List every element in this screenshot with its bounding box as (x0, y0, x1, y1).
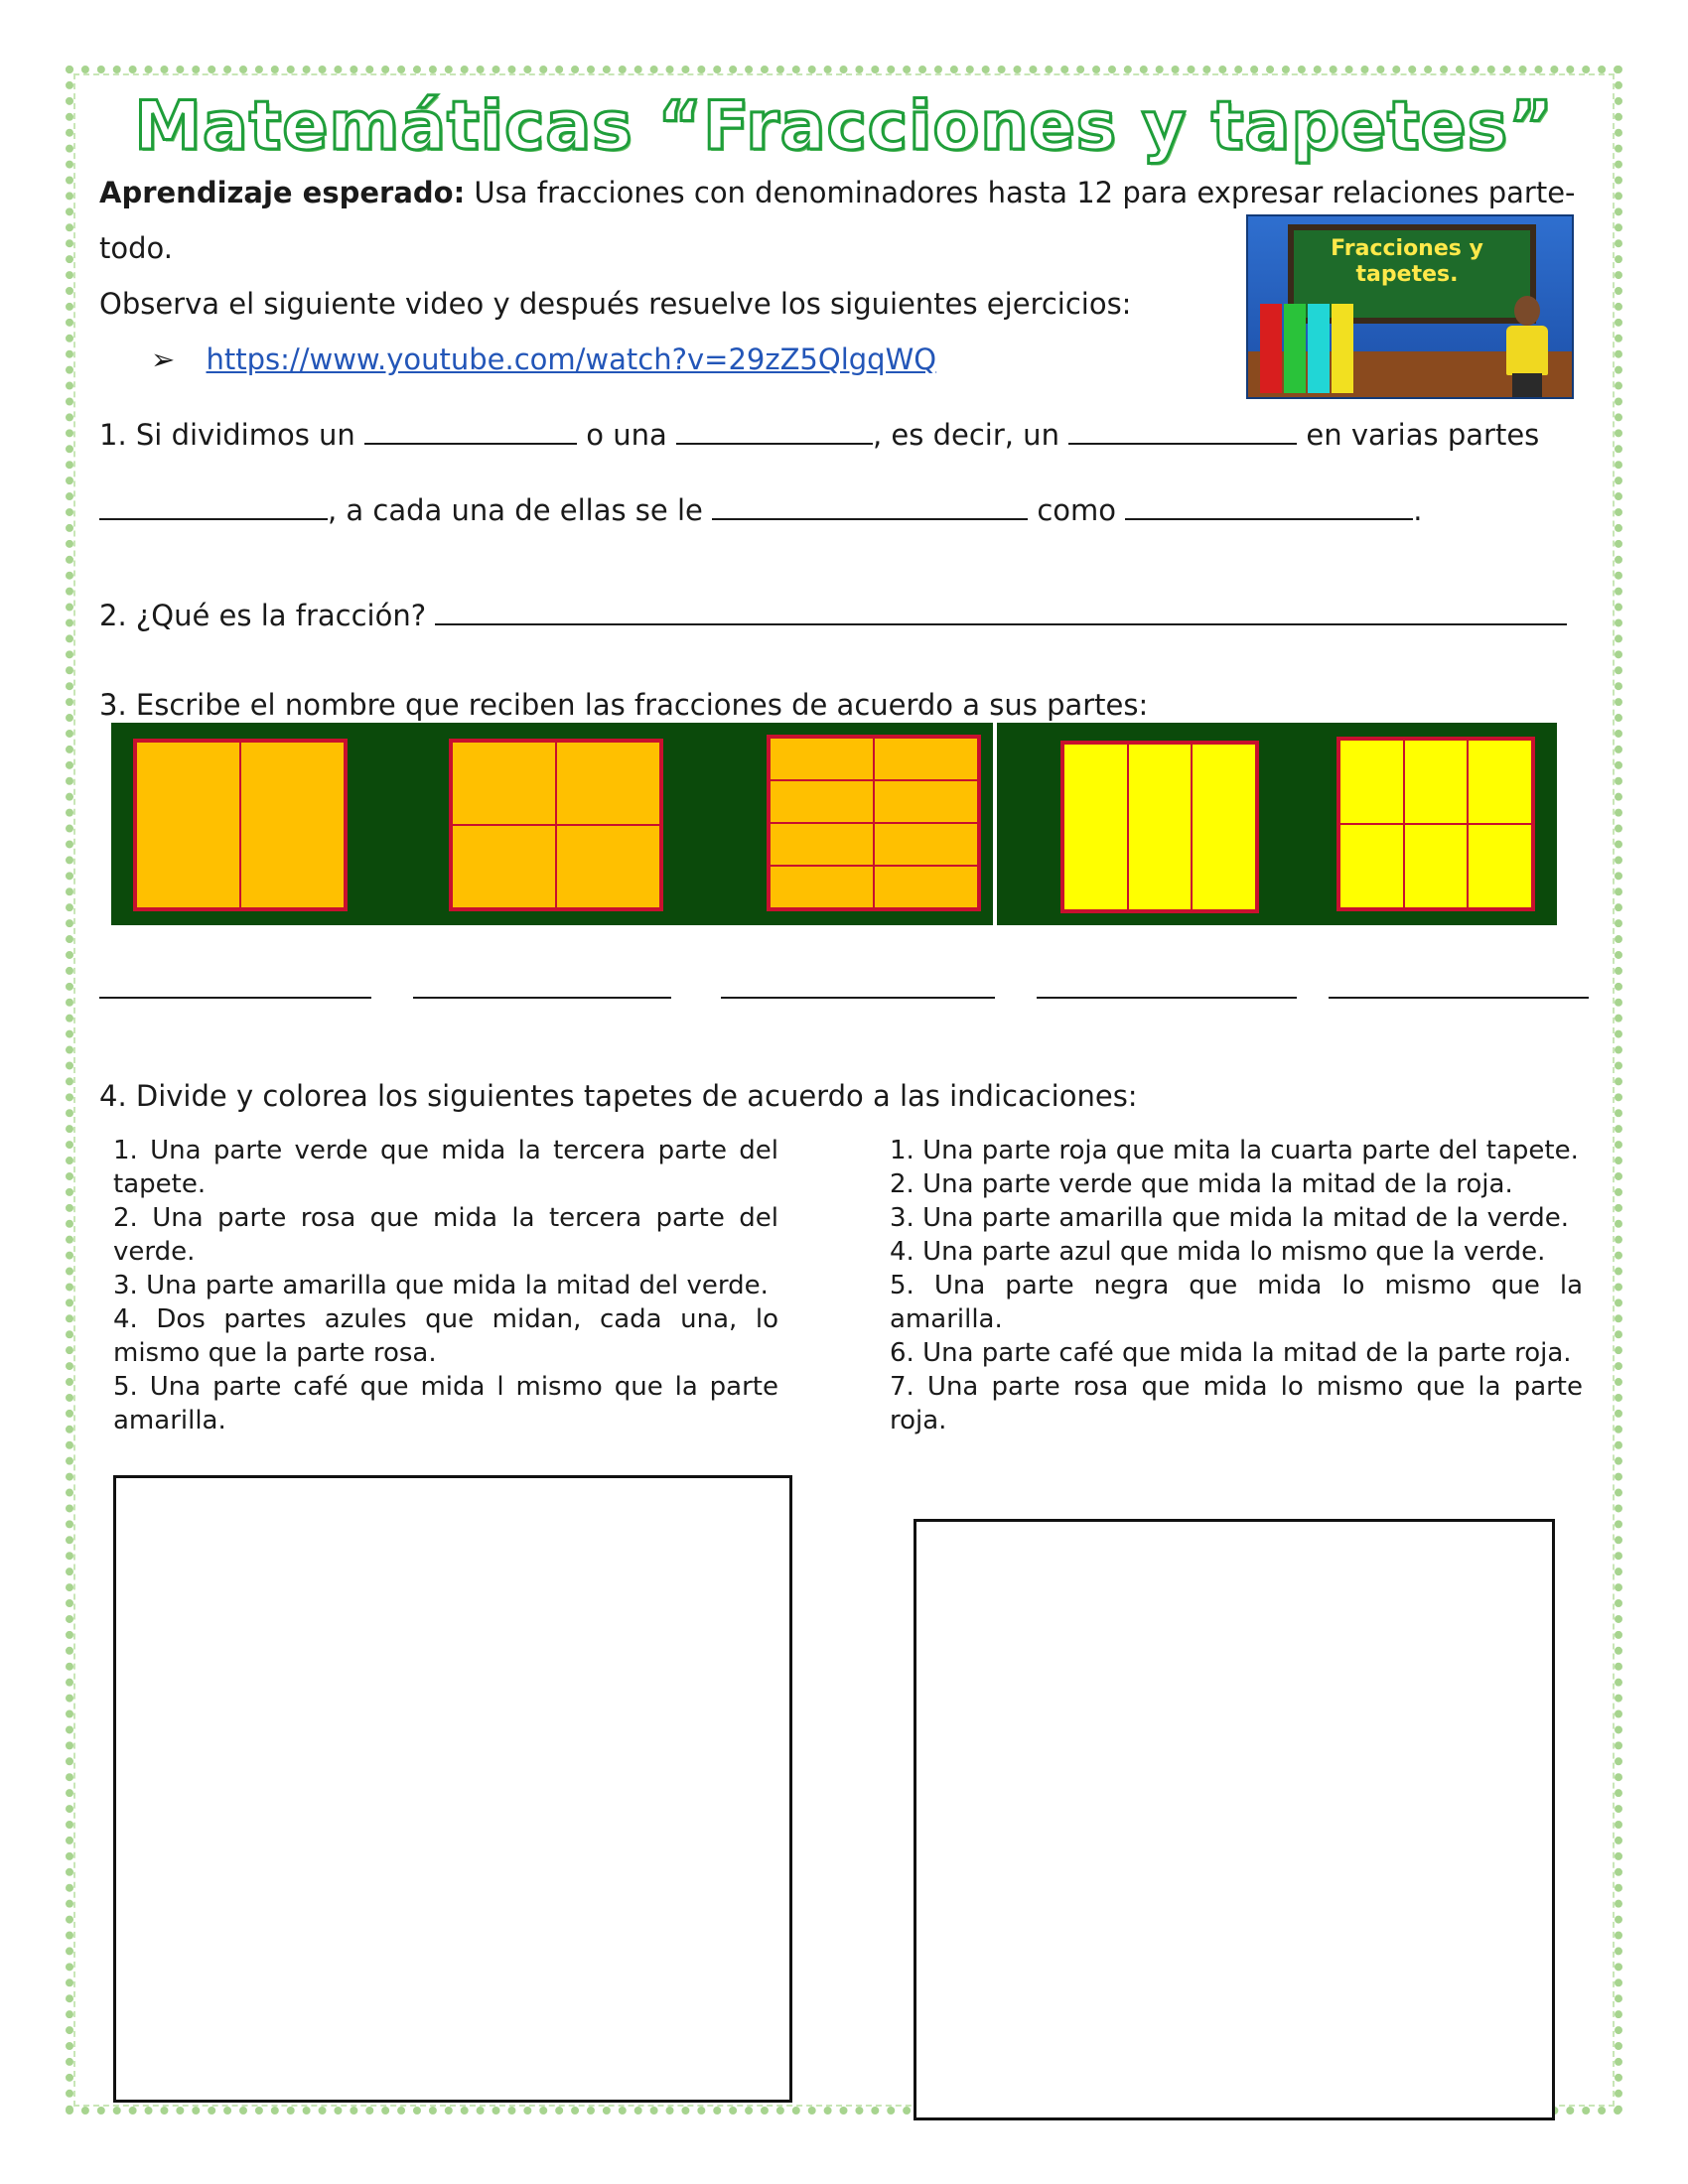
figure-cell (874, 866, 978, 908)
figure-cell (136, 742, 240, 908)
figure-cell (452, 825, 556, 908)
q1-line-2 (99, 492, 1422, 528)
learning-label: Aprendizaje esperado: (99, 176, 466, 209)
video-thumbnail[interactable] (1246, 214, 1574, 399)
answer-line-2[interactable] (413, 997, 671, 999)
left-instruction-4: 4. Dos partes azules que midan, cada una, lo mismo que la parte rosa. (113, 1304, 778, 1368)
left-instruction-5: 5. Una parte café que mida l mismo que la parte amarilla. (113, 1372, 778, 1435)
q1-text-d: en varias partes (1306, 418, 1540, 452)
answer-line-1[interactable] (99, 997, 371, 999)
fraction-figure-halves (133, 739, 348, 911)
bullet-arrow-icon: ➢ (151, 342, 176, 376)
thumbnail-text: Fracciones y tapetes. (1331, 236, 1483, 287)
figure-cell (1063, 744, 1128, 910)
panel-divider (993, 723, 997, 927)
instruction-text: Observa el siguiente video y después resuelve los siguientes ejercicios: (99, 287, 1132, 321)
left-drawing-box[interactable] (113, 1475, 792, 2103)
left-instruction-1: 1. Una parte verde que mida la tercera parte del tapete. (113, 1136, 778, 1199)
figure-cell (1468, 740, 1532, 824)
figure-cell (1404, 824, 1469, 908)
q1-blank-1[interactable] (364, 417, 577, 445)
thumbnail-bar-yellow (1332, 304, 1353, 393)
figure-cell (452, 742, 556, 825)
q1-text-f: como (1037, 493, 1117, 527)
q3-text: 3. Escribe el nombre que reciben las fracciones de acuerdo a sus partes: (99, 688, 1149, 722)
figure-cell (1192, 744, 1256, 910)
thumbnail-bar-green (1284, 304, 1306, 393)
learning-text-1: Usa fracciones con denominadores hasta 12 para expresar relaciones parte- (474, 176, 1576, 209)
figure-cell (1128, 744, 1193, 910)
fraction-figure-quarters (449, 739, 663, 911)
left-instruction-3: 3. Una parte amarilla que mida la mitad del verde. (113, 1271, 769, 1300)
teacher-avatar-head (1514, 296, 1540, 326)
right-instruction-4: 4. Una parte azul que mida lo mismo que la verde. (890, 1237, 1546, 1267)
q1-text-c: , es decir, un (872, 418, 1059, 452)
figure-cell (874, 780, 978, 823)
q4-text: 4. Divide y colorea los siguientes tapetes de acuerdo a las indicaciones: (99, 1079, 1138, 1113)
figure-cell (1339, 740, 1404, 824)
q1-line-1 (99, 417, 1539, 453)
figure-cell (874, 823, 978, 866)
q1-text-e: , a cada una de ellas se le (328, 493, 703, 527)
figure-cell (1404, 740, 1469, 824)
learning-text-2: todo. (99, 231, 173, 265)
q1-text-g: . (1413, 493, 1423, 527)
answer-line-3[interactable] (721, 997, 995, 999)
figure-cell (240, 742, 345, 908)
q1-blank-5[interactable] (712, 492, 1028, 520)
figure-cell (1468, 824, 1532, 908)
figure-cell (874, 738, 978, 780)
right-instruction-3: 3. Una parte amarilla que mida la mitad de la verde. (890, 1203, 1570, 1233)
right-instruction-5: 5. Una parte negra que mida lo mismo que la amarilla. (890, 1271, 1583, 1334)
page-title: Matemáticas “Fracciones y tapetes” (134, 87, 1554, 166)
learning-line-1 (99, 175, 1576, 210)
left-instruction-2: 2. Una parte rosa que mida la tercera parte del verde. (113, 1203, 778, 1267)
figure-cell (556, 742, 660, 825)
fraction-figure-eighths (767, 735, 981, 911)
thumbnail-bar-red (1260, 304, 1282, 393)
fraction-figure-thirds (1060, 741, 1259, 913)
q2-text: 2. ¿Qué es la fracción? (99, 599, 427, 632)
figure-cell (770, 866, 874, 908)
q2-blank[interactable] (435, 598, 1567, 625)
teacher-avatar-body (1506, 326, 1548, 375)
figure-cell (1339, 824, 1404, 908)
thumbnail-bar-cyan (1308, 304, 1330, 393)
q1-blank-6[interactable] (1125, 492, 1413, 520)
q2-row (99, 598, 1567, 633)
left-instructions (113, 1134, 778, 1437)
figure-cell (556, 825, 660, 908)
figure-cell (770, 738, 874, 780)
fraction-figure-sixths (1336, 737, 1535, 911)
right-instructions (890, 1134, 1583, 1437)
teacher-avatar-legs (1512, 373, 1542, 399)
video-link-row (151, 341, 936, 377)
right-instruction-2: 2. Una parte verde que mida la mitad de la roja. (890, 1169, 1513, 1199)
answer-line-4[interactable] (1037, 997, 1297, 999)
right-instruction-7: 7. Una parte rosa que mida lo mismo que la parte roja. (890, 1372, 1583, 1435)
right-instruction-1: 1. Una parte roja que mita la cuarta parte del tapete. (890, 1136, 1579, 1165)
right-drawing-box[interactable] (914, 1519, 1555, 2120)
figure-cell (770, 823, 874, 866)
q1-text-b: o una (586, 418, 667, 452)
q1-blank-3[interactable] (1068, 417, 1297, 445)
q1-text-a: 1. Si dividimos un (99, 418, 355, 452)
answer-line-5[interactable] (1329, 997, 1589, 999)
right-instruction-6: 6. Una parte café que mida la mitad de la parte roja. (890, 1338, 1572, 1368)
q1-blank-2[interactable] (676, 417, 873, 445)
video-link[interactable]: https://www.youtube.com/watch?v=29zZ5QlgqWQ (206, 342, 937, 376)
q1-blank-4[interactable] (99, 492, 328, 520)
figure-cell (770, 780, 874, 823)
